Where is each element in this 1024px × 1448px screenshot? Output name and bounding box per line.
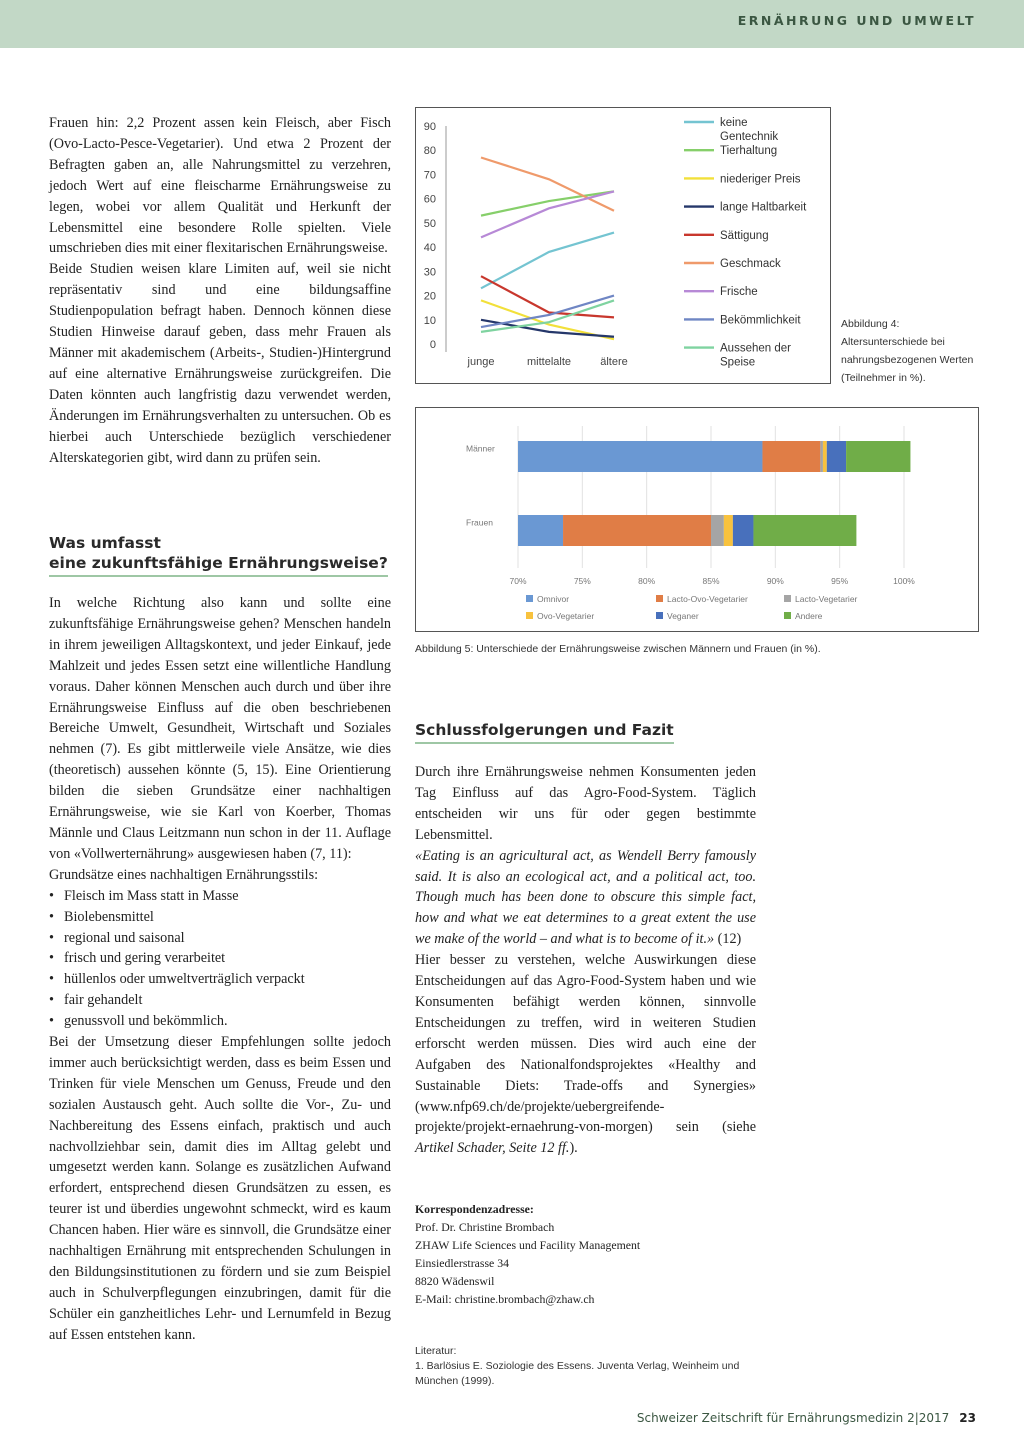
- legend-label: niederiger Preis: [720, 173, 801, 186]
- x-tick-label: 85%: [702, 576, 720, 586]
- x-tick-label: junge: [467, 356, 495, 368]
- list-item: • Fleisch im Mass statt in Masse: [49, 886, 391, 907]
- paragraph: Durch ihre Ernährungsweise nehmen Konsumenten jeden Tag Einfluss auf das Agro-Food-System. Täglich entscheiden wir uns für oder gegen bestimmte Lebensmittel.: [415, 764, 756, 843]
- address-line: Einsiedlerstrasse 34: [415, 1256, 510, 1270]
- paragraph: Beide Studien weisen klare Limiten auf, weil sie nicht repräsentativ sind und eine bildungsaffine Studienpopulation befragt haben. Dennoch können diese Studien Hinweise darauf geben, dass mehr Frauen als Männer mit akademischem (Arbeits-, Studien-)Hintergrund auf eine alternative Ernährungsweise zurückgreifen. Die Daten könnten auch langfristig dazu verwendet werden, Änderungen im Ernährungsverhalten zu untersuchen. Ob es hierbei auch Unterschiede bezüglich verschiedener Alterskategorien gibt, wird dann zu prüfen sein.: [49, 261, 391, 466]
- y-tick-label: 90: [423, 121, 436, 133]
- right-column: [415, 762, 756, 1159]
- legend-label: Andere: [795, 611, 823, 621]
- journal-name: Schweizer Zeitschrift für Ernährungsmedizin 2|2017: [636, 1411, 950, 1425]
- bar-segment: [823, 441, 827, 472]
- x-tick-label: ältere: [600, 356, 628, 368]
- paragraph: Hier besser zu verstehen, welche Auswirkungen diese Entscheidungen auf das Agro-Food-System haben und wie Konsumenten befähigt werden können, sinnvolle Entscheidungen zu treffen, wird in weiteren Studien erforscht werden müssen. Dies wird auch eine der Aufgaben des Nationalfondsprojektes «Healthy and Sustainable Diets: Trade-offs and Synergies» (www.nfp69.ch/de/projekte/uebergreifende-projekte/projekt-ernaehrung-von-morgen) sein (siehe Artikel Schader, Seite 12 ff.).: [415, 952, 756, 1157]
- list-item: • Biolebensmittel: [49, 907, 391, 928]
- bar-segment: [518, 441, 762, 472]
- category-label: Frauen: [466, 517, 493, 528]
- line-chart-svg: [416, 108, 830, 383]
- legend-swatch: [656, 595, 663, 602]
- article-reference: Artikel Schader, Seite 12 ff.: [415, 1140, 570, 1157]
- address-line: 8820 Wädenswil: [415, 1274, 495, 1288]
- address-line: Prof. Dr. Christine Brombach: [415, 1220, 555, 1234]
- series-line: [481, 233, 614, 289]
- figure-5-caption: Abbildung 5: Unterschiede der Ernährungsweise zwischen Männern und Frauen (in %).: [415, 643, 821, 655]
- list-item: • fair gehandelt: [49, 990, 391, 1011]
- bar-segment: [563, 515, 711, 546]
- figure-5-bar-chart: [415, 407, 979, 632]
- y-tick-label: 10: [423, 314, 436, 327]
- bar-segment: [724, 515, 733, 546]
- quote-reference: (12): [714, 931, 742, 948]
- legend-label: Sättigung: [720, 229, 769, 242]
- legend-label: Veganer: [667, 611, 699, 621]
- footer: [637, 1411, 976, 1425]
- quote-paragraph: [415, 846, 756, 951]
- paragraph: Frauen hin: 2,2 Prozent assen kein Fleisch, aber Fisch (Ovo-Lacto-Pesce-Vegetarier). Und etwa 2 Prozent der Befragten gaben an, alle Nahrungsmittel zu verzehren, jedoch Wert auf eine fleischarme Ernährungsweise zu legen, wobei vor allem Qualität und Herkunft der Lebensmittel eine besondere Rolle spielten. Viele umschrieben dies mit einer flexitarischen Ernährungsweise.: [49, 115, 391, 257]
- section-heading: Schlussfolgerungen und Fazit: [415, 720, 674, 744]
- x-tick-label: 80%: [638, 576, 656, 586]
- list-item: • genussvoll und bekömmlich.: [49, 1011, 391, 1032]
- bar-segment: [733, 515, 754, 546]
- legend-label: Geschmack: [720, 258, 781, 270]
- legend-label: Lacto-Vegetarier: [795, 594, 858, 604]
- legend-label: Gentechnik: [720, 131, 779, 143]
- legend-label: lange Haltbarkeit: [720, 201, 807, 214]
- bar-segment: [820, 441, 823, 472]
- principles-list: [49, 886, 391, 1032]
- series-line: [481, 157, 614, 210]
- bar-segment: [753, 515, 856, 546]
- bar-segment: [827, 441, 846, 472]
- legend-swatch: [784, 595, 791, 602]
- page-number: 23: [959, 1411, 976, 1425]
- literature-item: 1. Barlösius E. Soziologie des Essens. Juventa Verlag, Weinheim und München (1999).: [415, 1360, 740, 1387]
- literature-heading: Literatur:: [415, 1345, 457, 1357]
- y-tick-label: 80: [423, 145, 436, 158]
- legend-swatch: [526, 595, 533, 602]
- address-line: ZHAW Life Sciences und Facility Management: [415, 1238, 641, 1252]
- category-label: Männer: [466, 443, 495, 454]
- bar-segment: [846, 441, 910, 472]
- x-tick-label: 95%: [831, 576, 849, 586]
- y-tick-label: 60: [423, 193, 436, 206]
- y-tick-label: 20: [423, 290, 436, 303]
- list-item: • regional und saisonal: [49, 928, 391, 949]
- legend-label: Tierhaltung: [720, 145, 778, 158]
- bar-segment: [762, 441, 820, 472]
- correspondence-heading: Korrespondenzadresse:: [415, 1202, 534, 1216]
- legend-label: Lacto-Ovo-Vegetarier: [667, 594, 748, 604]
- y-tick-label: 40: [423, 242, 436, 255]
- series-line: [481, 191, 614, 215]
- legend-label: Ovo-Vegetarier: [537, 611, 595, 621]
- y-tick-label: 50: [423, 217, 436, 230]
- section-heading: Was umfasst eine zukunftsfähige Ernährungsweise?: [49, 533, 388, 577]
- legend-swatch: [784, 612, 791, 619]
- legend-label: Omnivor: [537, 594, 570, 604]
- y-tick-label: 0: [429, 339, 436, 351]
- legend-swatch: [656, 612, 663, 619]
- x-tick-label: 90%: [766, 576, 784, 586]
- y-tick-label: 30: [423, 266, 436, 279]
- literature: [415, 1344, 775, 1389]
- quote: «Eating is an agricultural act, as Wendell Berry famously said. It is also an ecological act, and a political act, too. Though much has been done to obscure this simple fact, how and what we eat determines to a great extent the use we make of the world – and what is to become of it.»: [415, 847, 756, 948]
- header-band: [0, 0, 1024, 48]
- legend-label: keine: [720, 117, 748, 129]
- legend-label: Speise: [720, 356, 756, 369]
- list-item: • frisch und gering verarbeitet: [49, 948, 391, 969]
- series-line: [481, 276, 614, 317]
- y-tick-label: 70: [423, 169, 436, 182]
- correspondence-address: [415, 1200, 775, 1308]
- paragraph: In welche Richtung also kann und sollte eine zukunftsfähige Ernährungsweise gehen? Menschen handeln in ihrem jeweiligen Alltagskontext, und jeder Einkauf, jede Mahlzeit und jedes Essen setzt eine willentliche Handlung voraus. Daher können Menschen auch durch und über ihre Ernährungsweise Einfluss auf die oben beschriebenen Bereiche Umwelt, Gesundheit, Wirtschaft und Soziales nehmen (7). Es gibt mittlerweile viele Ansätze, wie dies (theoretisch) aussehen könnte (5, 15). Eine Orientierung bilden die sieben Grundsätze einer nachhaltigen Ernährungsweise, wie sie Karl von Koerber, Thomas Männle und Claus Leitzmann nun schon in der 11. Auflage von «Vollwerternährung» ausgewiesen haben (7, 11):: [49, 595, 391, 862]
- left-column-bottom: [49, 593, 391, 1346]
- section-header: ERNÄHRUNG UND UMWELT: [737, 13, 976, 28]
- legend-label: Frische: [720, 286, 758, 299]
- section-title-left: [49, 533, 388, 577]
- bar-segment: [711, 515, 724, 546]
- left-column-top: [49, 113, 391, 468]
- x-tick-label: mittelalte: [526, 356, 572, 368]
- list-intro: Grundsätze eines nachhaltigen Ernährungsstils:: [49, 866, 319, 883]
- legend-label: Aussehen der: [720, 342, 791, 355]
- bar-segment: [518, 515, 563, 546]
- x-tick-label: 70%: [509, 576, 527, 586]
- address-line: E-Mail: christine.brombach@zhaw.ch: [415, 1292, 595, 1306]
- series-line: [481, 191, 614, 237]
- figure-4-line-chart: [415, 107, 831, 384]
- figure-4-caption: Abbildung 4: Altersunterschiede bei nahrungsbezogenen Werten (Teilnehmer in %).: [841, 318, 974, 384]
- list-item: • hüllenlos oder umweltverträglich verpackt: [49, 969, 391, 990]
- section-title-right: [415, 720, 674, 744]
- legend-label: Bekömmlichkeit: [720, 314, 801, 327]
- legend-swatch: [526, 612, 533, 619]
- bar-chart-svg: [416, 408, 978, 631]
- x-tick-label: 100%: [893, 576, 915, 586]
- x-tick-label: 75%: [573, 576, 591, 586]
- paragraph: Bei der Umsetzung dieser Empfehlungen sollte jedoch immer auch berücksichtigt werden, dass es beim Essen und Trinken für viele Menschen um Genuss, Freude und den sozialen Austausch geht. Auch sollte die Vor-, Zu- und Nachbereitung des Essens einfach, praktisch und auch nachvollziehbar sein, damit dies im Alltag gelebt und umgesetzt werden kann. Solange es zusätzlichen Aufwand erfordert, entsprechend diesen Grundsätzen zu essen, es teurer ist und überdies ungewohnt schmeckt, wird es kaum Chancen haben. Hier wäre es sinnvoll, die Grundsätze einer nachhaltigen Ernährung mit entsprechenden Schulungen in den Bildungsinstitutionen zu fördern und sie zum Beispiel auch in Schulverpflegungen einzubringen, damit für die Schüler ein ganzheitliches Lehr- und Lernumfeld in Bezug auf Essen entstehen kann.: [49, 1034, 391, 1343]
